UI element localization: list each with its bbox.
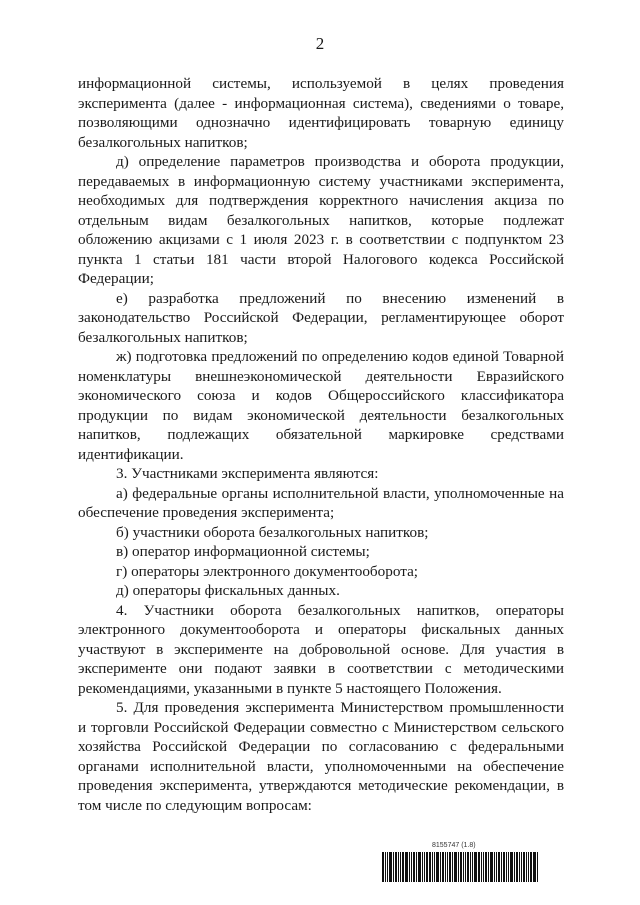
barcode-bar	[510, 852, 513, 882]
barcode-bar	[537, 852, 538, 882]
paragraph-item-a: а) федеральные органы исполнительной власти, уполномоченные на обеспечение проведения эксперимента;	[78, 484, 564, 521]
barcode-block	[382, 842, 588, 884]
barcode-bar	[426, 852, 428, 882]
barcode-bar	[411, 852, 412, 882]
barcode-bar	[516, 852, 518, 882]
barcode-bar	[472, 852, 473, 882]
barcode-bar	[523, 852, 525, 882]
barcode-bar	[506, 852, 507, 882]
barcode-bar	[447, 852, 448, 882]
barcode-bar	[418, 852, 421, 882]
barcode-bar	[458, 852, 459, 882]
barcode-bar	[478, 852, 480, 882]
barcode-bar	[413, 852, 415, 882]
page-number: 2	[315, 34, 325, 53]
barcode-bar	[530, 852, 532, 882]
barcode-bar	[526, 852, 527, 882]
paragraph-item-d2: д) операторы фискальных данных.	[116, 582, 340, 599]
paragraph-item-b: б) участники оборота безалкогольных напитков;	[116, 523, 429, 541]
barcode-bar	[519, 852, 520, 882]
barcode-bar	[402, 852, 404, 882]
paragraph-section-3: 3. Участниками эксперимента являются:	[116, 465, 379, 482]
barcode-bar	[422, 852, 423, 882]
barcode-bar	[488, 852, 489, 882]
barcode-bar	[409, 852, 410, 882]
barcode-bar	[424, 852, 425, 882]
barcode-bar	[452, 852, 453, 882]
paragraph-item-g: г) операторы электронного документооборота;	[116, 562, 419, 580]
paragraph-section-4: 4. Участники оборота безалкогольных напитков, операторы электронного документооборота и операторы фискальных данных участвуют в эксперименте на добровольной основе. Для участия в эксперименте они подают заявки в соответствии с методическими рекомендациями, указанными в пункте 5 настоящего Положения.	[78, 601, 564, 697]
barcode-bar	[405, 852, 408, 882]
paragraph-continuation: информационной системы, используемой в целях проведения эксперимента (далее - информационная система), сведениями о товаре, позволяющими однозначно идентифицировать товарную единицу безалкогольных напитков;	[78, 75, 564, 151]
document-body	[78, 74, 564, 815]
barcode-bar	[440, 852, 441, 882]
barcode-bar	[436, 852, 439, 882]
barcode-bar	[503, 852, 505, 882]
barcode-bar	[400, 852, 401, 882]
barcode-bar	[454, 852, 457, 882]
barcode-bar	[398, 852, 399, 882]
barcode-bar	[463, 852, 464, 882]
barcode-bar	[485, 852, 487, 882]
barcode-bar	[429, 852, 431, 882]
barcode-bar	[442, 852, 444, 882]
barcode-bar	[385, 852, 386, 882]
barcode-bar	[528, 852, 529, 882]
paragraph-item-v: в) оператор информационной системы;	[116, 543, 370, 560]
barcode-bar	[382, 852, 384, 882]
barcode-bar	[434, 852, 435, 882]
barcode-bar	[445, 852, 446, 882]
paragraph-item-d: д) определение параметров производства и оборота продукции, передаваемых в информационную систему участниками эксперимента, необходимых для подтверждения корректного начисления акциза по отдельным видам безалкогольных напитков, которые подлежат обложению акцизами с 1 июля 2023 г. в соответствии с подпунктом 23 пункта 1 статьи 181 части второй Налогового кодекса Российской Федерации;	[78, 153, 564, 287]
barcode-bar	[449, 852, 451, 882]
barcode-bar	[393, 852, 394, 882]
barcode-bar	[521, 852, 522, 882]
barcode-bar	[470, 852, 471, 882]
barcode-bar	[467, 852, 469, 882]
barcode-bar	[508, 852, 509, 882]
barcode-bar	[389, 852, 392, 882]
paragraph-item-e: е) разработка предложений по внесению изменений в законодательство Российской Федерации, регламентирующее оборот безалкогольных напитков;	[78, 289, 564, 346]
barcode-bar	[416, 852, 417, 882]
barcode-bar	[395, 852, 397, 882]
barcode-bar	[490, 852, 493, 882]
barcode-bar	[465, 852, 466, 882]
barcode-bar	[387, 852, 388, 882]
barcode-bar	[496, 852, 497, 882]
barcode-bar	[514, 852, 515, 882]
barcode-bar	[481, 852, 482, 882]
paragraph-section-5: 5. Для проведения эксперимента Министерством промышленности и торговли Российской Федерации совместно с Министерством сельского хозяйства Российской Федерации по согласованию с федеральными органами исполнительной власти, уполномоченными на обеспечение проведения эксперимента, утверждаются методические рекомендации, в том числе по следующим вопросам:	[78, 699, 564, 814]
barcode-bar	[432, 852, 433, 882]
paragraph-item-zh: ж) подготовка предложений по определению кодов единой Товарной номенклатуры внешнеэкономической деятельности Евразийского экономического союза и кодов Общероссийского классификатора продукции по видам экономической деятельности безалкогольных напитков, подлежащих обязательной маркировке средствами идентификации.	[78, 348, 564, 463]
barcode-icon	[382, 852, 588, 882]
barcode-bar	[494, 852, 495, 882]
barcode-bar	[460, 852, 462, 882]
barcode-number: 8155747 (1.8)	[432, 842, 476, 849]
barcode-bar	[483, 852, 484, 882]
barcode-bar	[498, 852, 500, 882]
barcode-bar	[501, 852, 502, 882]
barcode-bar	[474, 852, 477, 882]
barcode-bar	[533, 852, 536, 882]
